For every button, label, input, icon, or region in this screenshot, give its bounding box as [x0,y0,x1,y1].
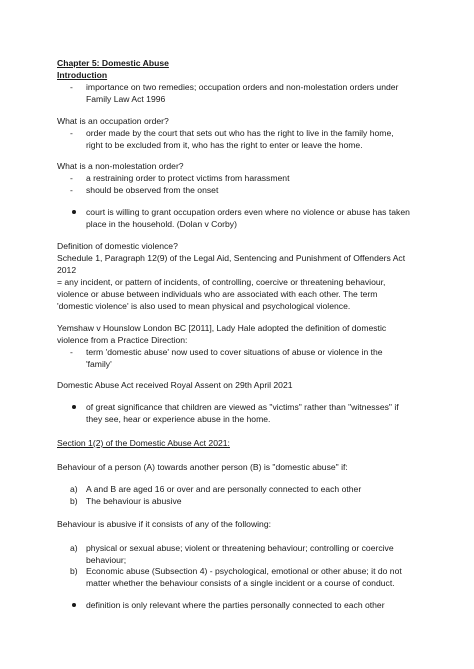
occupation-item-line: right to be excluded from it, who has the right to enter or leave the home. [86,140,363,150]
non-molestation-item: a restraining order to protect victims from harassment [86,173,290,183]
definition-line: 2012 [57,265,77,275]
dash-marker: - [70,173,73,183]
dash-marker: - [70,347,73,357]
introduction-heading: Introduction [57,70,108,80]
court-bullet-line: court is willing to grant occupation orders even where no violence or abuse has taken [86,207,410,217]
section-heading: Section 1(2) of the Domestic Abuse Act 2021: [57,438,230,448]
intro-item-line: importance on two remedies; occupation orders and non-molestation orders under [86,82,399,92]
list-marker: a) [70,484,78,494]
dash-marker: - [70,128,73,138]
dash-marker: - [70,82,73,92]
abusive-item-line: behaviour; [86,555,127,565]
occupation-order-question: What is an occupation order? [57,116,169,126]
dash-marker: - [70,185,73,195]
definition-line: violence or abuse between individuals who are associated with each other. The term [57,289,378,299]
definition-line: 'domestic violence' is also used to mean physical and psychological violence. [57,301,351,311]
list-marker: b) [70,496,78,506]
abusive-item-line: matter whether the behaviour consists of a single incident or a course of conduct. [86,578,395,588]
court-bullet-line: place in the household. (Dolan v Corby) [86,219,237,229]
abusive-intro: Behaviour is abusive if it consists of any of the following: [57,519,272,529]
abusive-item-line: Economic abuse (Subsection 4) - psychological, emotional or other abuse; it do not [86,566,402,576]
bullet-icon [72,210,76,214]
intro-item-line: Family Law Act 1996 [86,94,166,104]
final-bullet-line: definition is only relevant where the parties personally connected to each other [86,600,385,610]
abusive-item-line: physical or sexual abuse; violent or threatening behaviour; controlling or coercive [86,543,394,553]
list-marker: a) [70,543,78,553]
yemshaw-item-line: term 'domestic abuse' now used to cover situations of abuse or violence in the [86,347,383,357]
condition-line: A and B are aged 16 or over and are personally connected to each other [86,484,362,494]
occupation-item-line: order made by the court that sets out who has the right to live in the family home, [86,128,394,138]
behaviour-intro: Behaviour of a person (A) towards another person (B) is "domestic abuse" if: [57,462,348,472]
bullet-icon [72,405,76,409]
yemshaw-line: violence from a Practice Direction: [57,335,188,345]
non-molestation-question: What is a non-molestation order? [57,161,184,171]
condition-line: The behaviour is abusive [86,496,182,506]
yemshaw-item-line: 'family' [86,359,112,369]
definition-line: Schedule 1, Paragraph 12(9) of the Legal Aid, Sentencing and Punishment of Offenders Act [57,253,406,263]
definition-line: = any incident, or pattern of incidents, of controlling, coercive or threatening behaviour, [57,277,386,287]
definition-line: Definition of domestic violence? [57,241,178,251]
royal-assent-line: Domestic Abuse Act received Royal Assent on 29th April 2021 [57,380,293,390]
list-marker: b) [70,566,78,576]
bullet-icon [72,603,76,607]
victims-bullet-line: they see, hear or experience abuse in the home. [86,414,271,424]
chapter-title: Chapter 5: Domestic Abuse [57,58,169,68]
non-molestation-item: should be observed from the onset [86,185,219,195]
yemshaw-line: Yemshaw v Hounslow London BC [2011], Lady Hale adopted the definition of domestic [57,323,387,333]
victims-bullet-line: of great significance that children are viewed as "victims" rather than "witnesses" if [86,402,399,412]
